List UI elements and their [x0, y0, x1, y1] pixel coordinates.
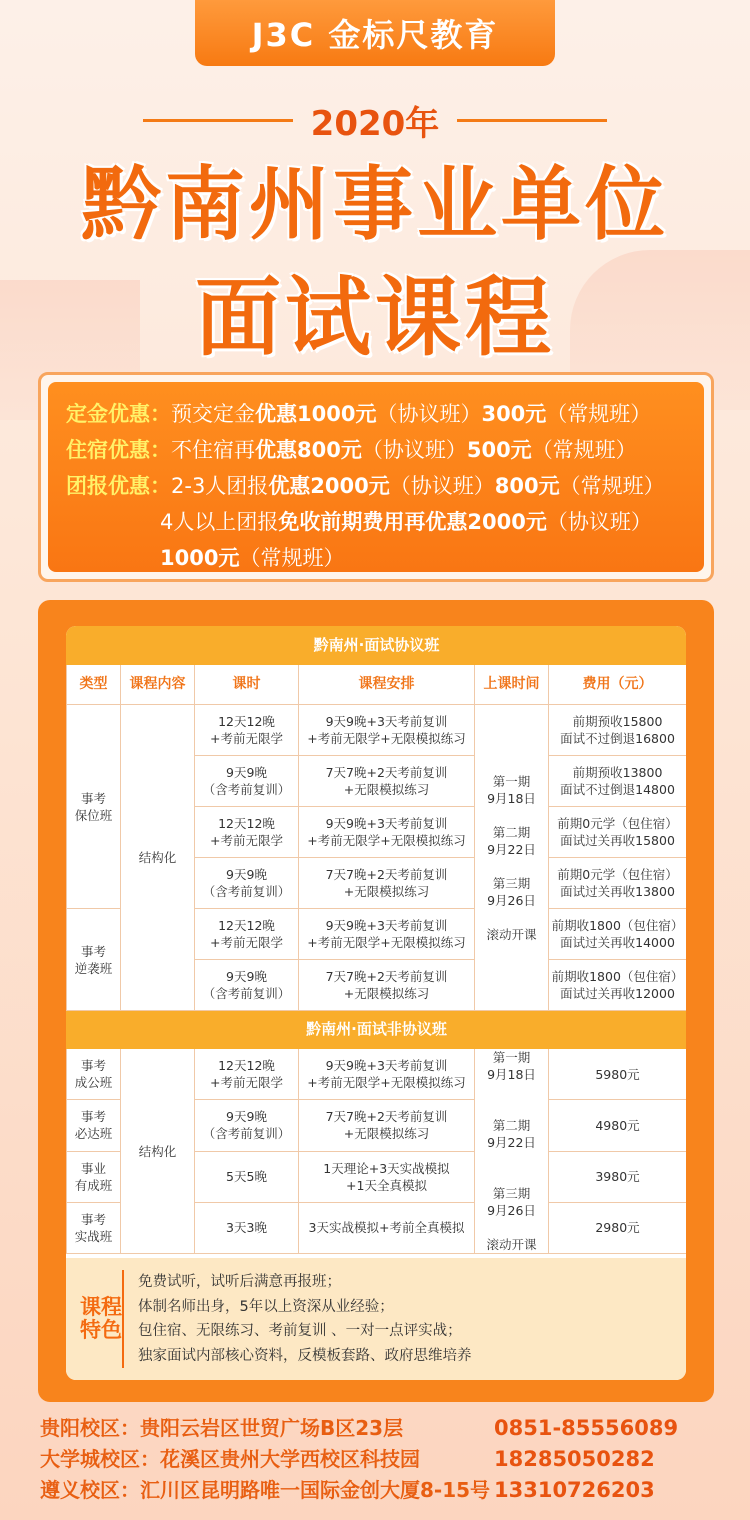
fee-cell: 前期预收13800 面试不过倒退14800 — [549, 756, 687, 807]
hours-cell: 12天12晚 +考前无限学 — [195, 909, 299, 960]
promo-box — [38, 372, 714, 582]
type-cell: 事考 实战班 — [67, 1202, 121, 1253]
promo-text: （协议班） — [389, 474, 495, 498]
promo-text: （常规班） — [531, 438, 637, 462]
feature-item: 体制名师出身，5年以上资深从业经验； — [138, 1298, 394, 1315]
promo-bold: 优惠2000元 — [268, 474, 390, 498]
promo-bold: 再优惠2000元 — [404, 510, 547, 534]
promo-text: （常规班） — [239, 546, 345, 570]
promo-deposit — [66, 396, 686, 432]
promo-text: （协议班） — [361, 438, 467, 462]
course-panel — [38, 600, 714, 1402]
campus-row — [40, 1475, 740, 1506]
promo-text: （协议班） — [376, 402, 482, 426]
promo-bold: 优惠800元 — [255, 438, 362, 462]
campus-phone: 0851-85556089 — [494, 1416, 679, 1440]
type-cell: 事业 有成班 — [67, 1151, 121, 1202]
promo-group-line2 — [66, 504, 686, 540]
hours-cell: 12天12晚 +考前无限学 — [195, 705, 299, 756]
page-title-line1: 黔南州事业单位 — [81, 158, 669, 251]
promo-group — [66, 468, 686, 504]
type-cell: 事考 逆袭班 — [67, 909, 121, 1011]
campus-row — [40, 1413, 740, 1444]
column-header-row — [67, 665, 687, 705]
campus-footer — [40, 1413, 740, 1506]
promo-bold: 300元 — [481, 402, 547, 426]
fee-cell: 4980元 — [549, 1100, 687, 1151]
col-header: 课程内容 — [121, 665, 195, 705]
agreement-header-row — [67, 627, 687, 665]
col-header: 课时 — [195, 665, 299, 705]
type-cell: 事考 保位班 — [67, 705, 121, 909]
col-header: 类型 — [67, 665, 121, 705]
campus-address — [40, 1413, 494, 1444]
feature-item: 免费试听，试听后满意再报班； — [138, 1274, 341, 1290]
hours-cell: 9天9晚 （含考前复训） — [195, 1100, 299, 1151]
hours-cell: 9天9晚 （含考前复训） — [195, 858, 299, 909]
campus-phone: 18285050282 — [494, 1447, 655, 1471]
schedule-cell: 第一期 9月18日 第二期 9月22日 第三期 9月26日 滚动开课 — [475, 705, 549, 1011]
promo-text: 不住宿再 — [171, 438, 255, 462]
campus-row — [40, 1444, 740, 1475]
fee-cell: 前期0元学（包住宿） 面试过关再收13800 — [549, 858, 687, 909]
fee-cell: 前期收1800（包住宿） 面试过关再收12000 — [549, 960, 687, 1011]
promo-text: 2-3人团报 — [171, 474, 269, 498]
campus-address — [40, 1475, 494, 1506]
table-row — [67, 705, 687, 756]
page-title-line2: 面试课程 — [195, 268, 555, 368]
plan-cell: 7天7晚+2天考前复训 +无限模拟练习 — [299, 858, 475, 909]
col-header: 费用（元） — [549, 665, 687, 705]
course-table — [66, 626, 686, 1254]
campus-label: 遵义校区： — [40, 1478, 140, 1502]
col-header: 上课时间 — [475, 665, 549, 705]
col-header: 课程安排 — [299, 665, 475, 705]
hours-cell: 12天12晚 +考前无限学 — [195, 1049, 299, 1100]
plan-cell: 7天7晚+2天考前复训 +无限模拟练习 — [299, 1100, 475, 1151]
campus-addr: 贵阳云岩区世贸广场B区23层 — [140, 1416, 404, 1440]
promo-content — [48, 382, 704, 572]
fee-cell: 5980元 — [549, 1049, 687, 1100]
promo-bold: 优惠1000元 — [255, 402, 377, 426]
agreement-title: 黔南州·面试协议班 — [67, 627, 687, 665]
plan-cell: 1天理论+3天实战模拟 +1天全真模拟 — [299, 1151, 475, 1202]
fee-cell: 3980元 — [549, 1151, 687, 1202]
plan-cell: 7天7晚+2天考前复训 +无限模拟练习 — [299, 756, 475, 807]
course-features — [66, 1258, 686, 1380]
schedule-cell: 第一期 9月18日 第二期 9月22日 第三期 9月26日 滚动开课 — [475, 1049, 549, 1254]
plan-cell: 9天9晚+3天考前复训 +考前无限学+无限模拟练习 — [299, 705, 475, 756]
promo-bold: 800元 — [494, 474, 560, 498]
promo-text: （常规班） — [559, 474, 665, 498]
fee-cell: 前期收1800（包住宿） 面试过关再收14000 — [549, 909, 687, 960]
promo-text: 4人以上团报 — [160, 510, 279, 534]
feature-item: 独家面试内部核心资料，反模板套路、政府思维培养 — [138, 1347, 472, 1364]
promo-group-line3 — [66, 540, 686, 576]
promo-bold: 免收前期费用 — [278, 510, 405, 534]
campus-address — [40, 1444, 494, 1475]
content-cell: 结构化 — [121, 1049, 195, 1254]
hours-cell: 9天9晚 （含考前复训） — [195, 960, 299, 1011]
feature-item: 包住宿、无限练习、考前复训 、一对一点评实战； — [138, 1323, 462, 1339]
plan-cell: 9天9晚+3天考前复训 +考前无限学+无限模拟练习 — [299, 1049, 475, 1100]
content-cell: 结构化 — [121, 705, 195, 1011]
fee-cell: 前期0元学（包住宿） 面试过关再收15800 — [549, 807, 687, 858]
regular-title: 黔南州·面试非协议班 — [67, 1011, 687, 1049]
promo-text: （常规班） — [546, 402, 652, 426]
divider-right — [457, 119, 607, 122]
regular-header-row — [67, 1011, 687, 1049]
features-title: 课程特色 — [80, 1270, 124, 1368]
campus-addr: 汇川区昆明路唯一国际金创大厦8-15号 — [140, 1478, 491, 1502]
divider-left — [143, 119, 293, 122]
campus-phone: 13310726203 — [494, 1478, 655, 1502]
year-label: 2020年 — [310, 104, 440, 144]
course-table-wrapper — [66, 626, 686, 1380]
promo-text: （协议班） — [546, 510, 652, 534]
promo-lodging — [66, 432, 686, 468]
promo-key: 定金优惠： — [66, 402, 171, 426]
promo-text: 预交定金 — [171, 402, 255, 426]
table-row — [67, 1049, 687, 1100]
plan-cell: 3天实战模拟+考前全真模拟 — [299, 1202, 475, 1253]
fee-cell: 2980元 — [549, 1202, 687, 1253]
brand-logo: J3C 金标尺教育 — [195, 0, 555, 66]
features-list — [138, 1270, 472, 1368]
promo-key: 团报优惠： — [66, 474, 171, 498]
type-cell: 事考 必达班 — [67, 1100, 121, 1151]
hours-cell: 9天9晚 （含考前复训） — [195, 756, 299, 807]
campus-label: 贵阳校区： — [40, 1416, 140, 1440]
campus-addr: 花溪区贵州大学西校区科技园 — [160, 1447, 420, 1471]
promo-bold: 500元 — [466, 438, 532, 462]
campus-label: 大学城校区： — [40, 1447, 160, 1471]
hours-cell: 12天12晚 +考前无限学 — [195, 807, 299, 858]
hours-cell: 5天5晚 — [195, 1151, 299, 1202]
type-cell: 事考 成公班 — [67, 1049, 121, 1100]
hours-cell: 3天3晚 — [195, 1202, 299, 1253]
plan-cell: 9天9晚+3天考前复训 +考前无限学+无限模拟练习 — [299, 909, 475, 960]
plan-cell: 7天7晚+2天考前复训 +无限模拟练习 — [299, 960, 475, 1011]
year-row — [0, 96, 750, 145]
plan-cell: 9天9晚+3天考前复训 +考前无限学+无限模拟练习 — [299, 807, 475, 858]
promo-bold: 1000元 — [160, 546, 240, 570]
promo-key: 住宿优惠： — [66, 438, 171, 462]
fee-cell: 前期预收15800 面试不过倒退16800 — [549, 705, 687, 756]
